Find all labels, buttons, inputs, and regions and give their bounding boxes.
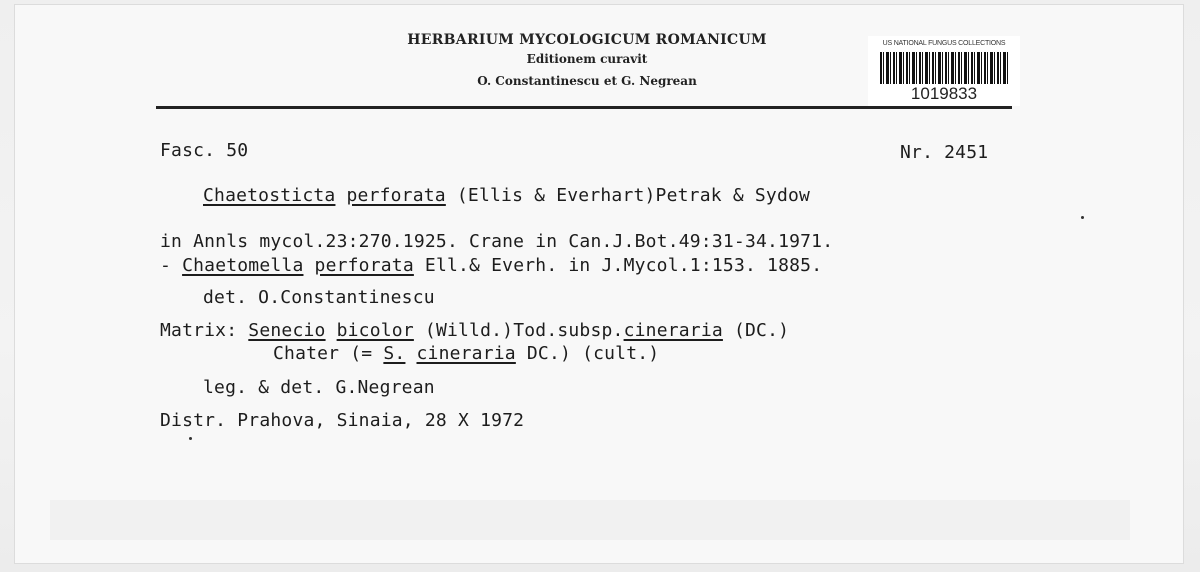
speck bbox=[1081, 216, 1084, 219]
host-synonym-end: DC.) (cult.) bbox=[515, 343, 660, 364]
host-synonym-genus: S. bbox=[383, 343, 406, 364]
species-genus: Chaetosticta bbox=[203, 185, 336, 206]
host-synonym-start: Chater (= bbox=[273, 343, 384, 364]
species-name bbox=[203, 185, 810, 206]
matrix-label: Matrix: bbox=[160, 320, 249, 341]
citation-line-1: in Annls mycol.23:270.1925. Crane in Can.J.Bot.49:31-34.1971. bbox=[160, 231, 834, 252]
host-genus: Senecio bbox=[248, 320, 326, 341]
host-synonym-epithet: cineraria bbox=[416, 343, 516, 364]
barcode-label bbox=[868, 36, 1020, 106]
citation-dash: - bbox=[160, 255, 183, 276]
barcode-number: 1019833 bbox=[910, 84, 978, 103]
species-epithet: perforata bbox=[346, 185, 446, 206]
collector: leg. & det. G.Negrean bbox=[203, 377, 435, 398]
host-epithet: bicolor bbox=[336, 320, 414, 341]
host-subspecies-authority: (DC.) bbox=[722, 320, 790, 341]
matrix-line-2 bbox=[273, 343, 659, 364]
edited-by: Editionem curavit bbox=[526, 52, 648, 66]
host-subspecies: cineraria bbox=[623, 320, 723, 341]
host-authority: (Willd.)Tod.subsp. bbox=[413, 320, 624, 341]
matrix-line-1 bbox=[160, 320, 789, 341]
speck bbox=[189, 437, 192, 440]
synonym-epithet: perforata bbox=[314, 255, 414, 276]
citation-line-2 bbox=[160, 255, 822, 276]
exsiccata-number: Nr. 2451 bbox=[900, 142, 989, 163]
fascicle: Fasc. 50 bbox=[160, 140, 249, 161]
label-header bbox=[392, 32, 782, 88]
distribution: Distr. Prahova, Sinaia, 28 X 1972 bbox=[160, 410, 525, 431]
barcode-institution: US NATIONAL FUNGUS COLLECTIONS bbox=[882, 40, 1006, 47]
herbarium-title: HERBARIUM MYCOLOGICUM ROMANICUM bbox=[407, 32, 767, 48]
synonym-citation: Ell.& Everh. in J.Mycol.1:153. 1885. bbox=[413, 255, 823, 276]
header-rule bbox=[156, 106, 1012, 109]
label-lower-strip bbox=[50, 500, 1130, 540]
editors: O. Constantinescu et G. Negrean bbox=[477, 74, 697, 88]
species-authority: (Ellis & Everhart)Petrak & Sydow bbox=[456, 185, 811, 206]
barcode-icon bbox=[880, 52, 1008, 84]
synonym-genus: Chaetomella bbox=[182, 255, 304, 276]
determiner: det. O.Constantinescu bbox=[203, 287, 435, 308]
